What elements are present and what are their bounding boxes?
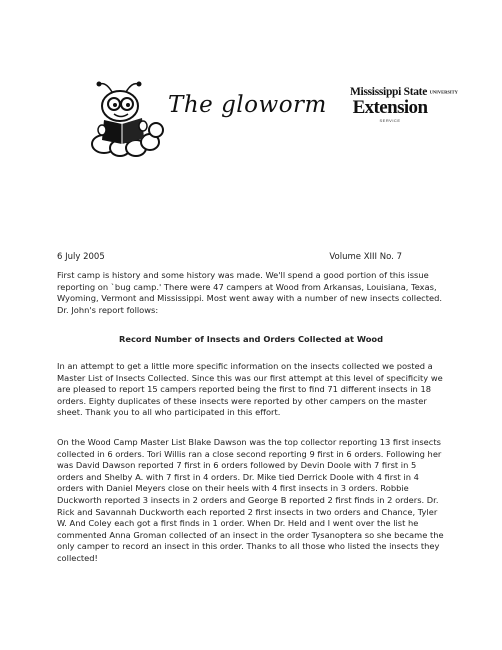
newsletter-title: The gloworm (168, 92, 327, 118)
logo-service-word: SERVICE (379, 118, 401, 124)
master-list-paragraph: In an attempt to get a little more specific information on the insects collected we posted a Master List of Insects Collected. Since this was our first attempt at this level of specificity we are pleased to report 15 campers reported being the first to find 71 different insects in 18 orders. Eighty duplicates of these insects were reported by other campers on the master sheet. Thank you to all who participated in this effort. (57, 361, 443, 418)
msu-extension-logo (350, 86, 458, 136)
issue-volume: Volume XIII No. 7 (329, 252, 402, 262)
glowworm-mascot-icon (86, 80, 168, 160)
logo-extension-word: Extension (352, 97, 428, 119)
results-paragraph: On the Wood Camp Master List Blake Dawson was the top collector reporting 13 first insects collected in 6 orders. Tori Willis ran a close second reporting 9 first in 6 orders. Following her was David Dawson reported 7 first in 6 orders followed by Devin Doole with 7 first in 5 orders and Shelby A. with 7 first in 4 orders. Dr. Mike tied Derrick Doole with 4 first in 4 orders with Daniel Meyers close on their heels with 4 first insects in 3 orders. Robbie Duckworth reported 3 insects in 2 orders and George B reported 2 first finds in 2 orders. Dr. Rick and Savannah Duckworth each reported 2 first insects in two orders and Chance, Tyler W. And Coley each got a first finds in 1 order. When Dr. Held and I went over the list he commented Anna Groman collected of an insect in the order Tysanoptera so she became the only camper to record an insect in this order. Thanks to all those who listed the insects they collected! (57, 437, 444, 563)
logo-university-name: Mississippi State UNIVERSITY (350, 86, 458, 98)
intro-paragraph: First camp is history and some history was made. We'll spend a good portion of this issue reporting on `bug camp.' There were 47 campers at Wood from Arkansas, Louisiana, Texas, Wyoming, Vermont and Mississippi. Most went away with a number of new insects collected. Dr. John's report follows: (57, 270, 442, 315)
article-heading: Record Number of Insects and Orders Collected at Wood (118, 334, 384, 344)
issue-date: 6 July 2005 (57, 252, 105, 262)
